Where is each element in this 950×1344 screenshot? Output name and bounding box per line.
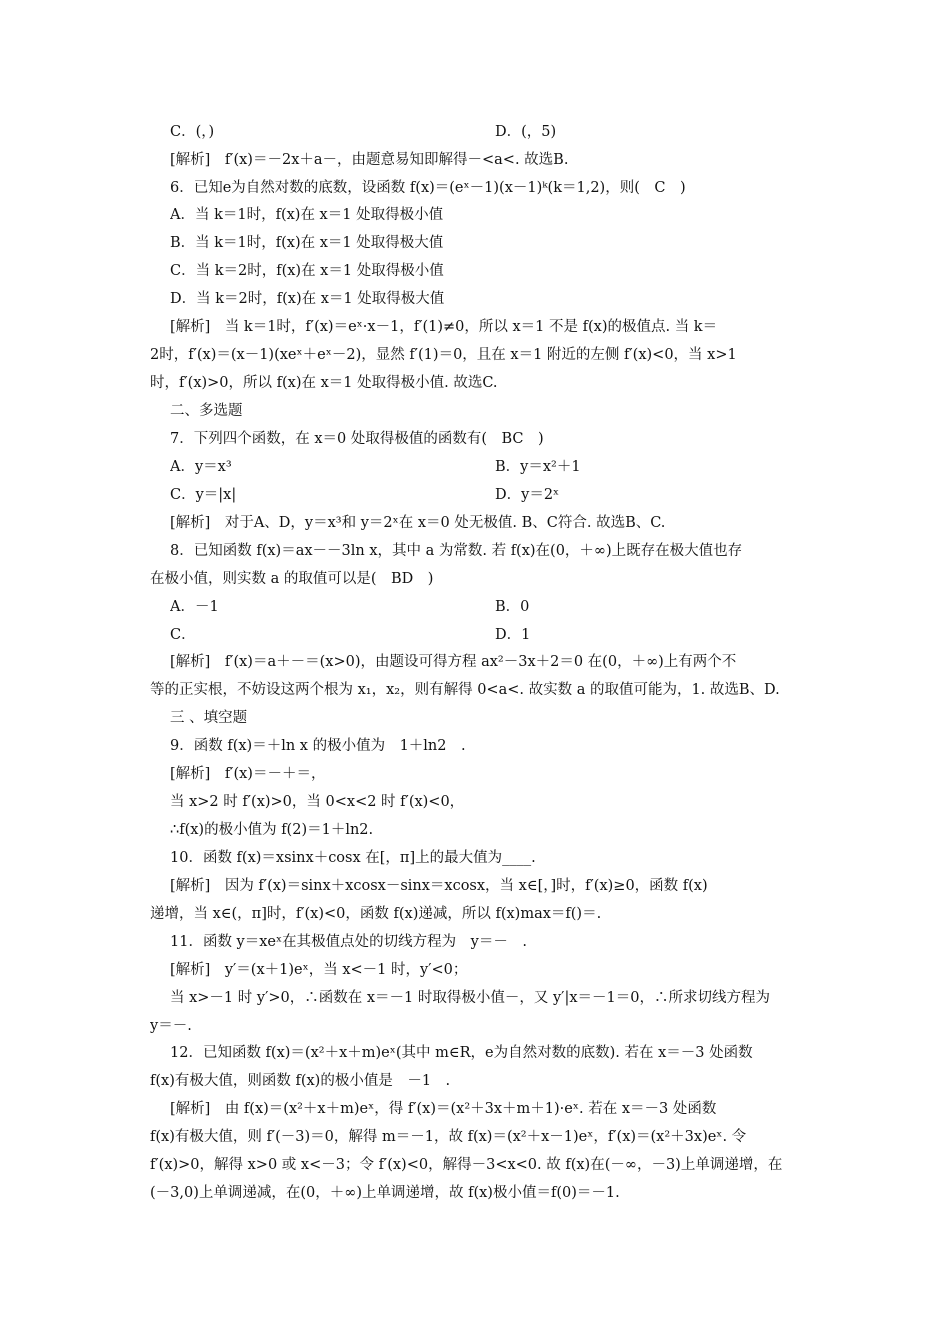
analysis-q6-line1: [解析] 当 k＝1时，f′(x)＝eˣ·x－1，f′(1)≠0，所以 x＝1 不是 f(x)的极值点. 当 k＝: [170, 319, 718, 335]
analysis-q8-line2: 等的正实根，不妨设这两个根为 x₁，x₂，则有解得 0<a<. 故实数 a 的取值可能为，1. 故选B、D.: [150, 682, 780, 698]
option-a-q6: A．当 k＝1时，f(x)在 x＝1 处取得极小值: [170, 207, 444, 223]
analysis-q12-line1: [解析] 由 f(x)＝(x²＋x＋m)eˣ，得 f′(x)＝(x²＋3x＋m＋1)·eˣ. 若在 x＝－3 处函数: [170, 1101, 717, 1117]
option-a-q8: A．－1: [170, 599, 219, 615]
analysis-q10-line1: [解析] 因为 f′(x)＝sinx＋xcosx－sinx＝xcosx，当 x∈[，]时，f′(x)≥0，函数 f(x): [170, 878, 708, 894]
analysis-q9-line2: 当 x>2 时 f′(x)>0，当 0<x<2 时 f′(x)<0，: [170, 794, 465, 810]
question-7: 7．下列四个函数，在 x＝0 处取得极值的函数有( BC ): [170, 431, 544, 447]
question-11: 11．函数 y＝xeˣ在其极值点处的切线方程为 y＝－ .: [170, 934, 527, 950]
analysis-q5: [解析] f′(x)＝－2x＋a－，由题意易知即解得－<a<. 故选B.: [170, 152, 569, 168]
analysis-q7: [解析] 对于A、D，y＝x³和 y＝2ˣ在 x＝0 处无极值. B、C符合. 故选B、C.: [170, 515, 666, 531]
analysis-q6-line3: 时，f′(x)>0，所以 f(x)在 x＝1 处取得极小值. 故选C.: [150, 375, 498, 391]
question-9: 9．函数 f(x)＝＋ln x 的极小值为 1＋ln2 .: [170, 738, 466, 754]
option-b-q8: B．0: [495, 599, 530, 615]
analysis-q10-line2: 递增，当 x∈(，π]时，f′(x)<0，函数 f(x)递减，所以 f(x)max＝f()＝.: [150, 906, 602, 922]
analysis-q8-line1: [解析] f′(x)＝a＋－＝(x>0)，由题设可得方程 ax²－3x＋2＝0 在(0，＋∞)上有两个不: [170, 654, 737, 670]
section-heading-fill-in: 三 、填空题: [170, 710, 248, 726]
question-12-line1: 12．已知函数 f(x)＝(x²＋x＋m)eˣ(其中 m∈R，e为自然对数的底数). 若在 x＝－3 处函数: [170, 1045, 753, 1061]
question-6: 6．已知e为自然对数的底数，设函数 f(x)＝(eˣ－1)(x－1)ᵏ(k＝1,2)，则( C ): [170, 180, 686, 196]
analysis-q12-line3: f′(x)>0，解得 x>0 或 x<－3；令 f′(x)<0，解得－3<x<0. 故 f(x)在(－∞，－3)上单调递增，在: [150, 1157, 783, 1173]
option-c-q8: C．: [170, 627, 196, 643]
analysis-q11-line2: 当 x>－1 时 y′>0，∴函数在 x＝－1 时取得极小值－，又 y′|x＝－1＝0，∴所求切线方程为: [170, 990, 770, 1006]
question-8-line2: 在极小值，则实数 a 的取值可以是( BD ): [150, 571, 434, 587]
question-10: 10．函数 f(x)＝xsinx＋cosx 在[，π]上的最大值为____.: [170, 850, 536, 866]
analysis-q11-line3: y＝－.: [150, 1018, 192, 1034]
option-c-q6: C．当 k＝2时，f(x)在 x＝1 处取得极小值: [170, 263, 444, 279]
question-8-line1: 8．已知函数 f(x)＝ax－－3ln x，其中 a 为常数. 若 f(x)在(0，＋∞)上既存在极大值也存: [170, 543, 743, 559]
option-d-q7: D．y＝2ˣ: [495, 487, 560, 503]
option-a-q7: A．y＝x³: [170, 459, 232, 475]
analysis-q6-line2: 2时，f′(x)＝(x－1)(xeˣ＋eˣ－2)，显然 f′(1)＝0，且在 x＝1 附近的左侧 f′(x)<0，当 x>1: [150, 347, 737, 363]
analysis-q9-line1: [解析] f′(x)＝－＋＝，: [170, 766, 326, 782]
section-heading-multiple-choice: 二、多选题: [170, 403, 243, 419]
option-d-q6: D．当 k＝2时，f(x)在 x＝1 处取得极大值: [170, 291, 445, 307]
option-c-q7: C．y＝|x|: [170, 487, 237, 503]
analysis-q9-line3: ∴f(x)的极小值为 f(2)＝1＋ln2.: [170, 822, 374, 838]
option-d-q8: D．1: [495, 627, 531, 643]
analysis-q12-line2: f(x)有极大值，则 f′(－3)＝0，解得 m＝－1，故 f(x)＝(x²＋x－1)eˣ，f′(x)＝(x²＋3x)eˣ. 令: [150, 1129, 747, 1145]
question-12-line2: f(x)有极大值，则函数 f(x)的极小值是 －1 .: [150, 1073, 451, 1089]
analysis-q11-line1: [解析] y′＝(x＋1)eˣ，当 x<－1 时，y′<0；: [170, 962, 468, 978]
option-d-q5: D．(，5): [495, 124, 557, 140]
option-c-q5: C．(，): [170, 124, 215, 140]
analysis-q12-line4: (－3,0)上单调递减，在(0，＋∞)上单调递增，故 f(x)极小值＝f(0)＝－1.: [150, 1185, 620, 1201]
option-b-q6: B．当 k＝1时，f(x)在 x＝1 处取得极大值: [170, 235, 444, 251]
option-b-q7: B．y＝x²＋1: [495, 459, 581, 475]
